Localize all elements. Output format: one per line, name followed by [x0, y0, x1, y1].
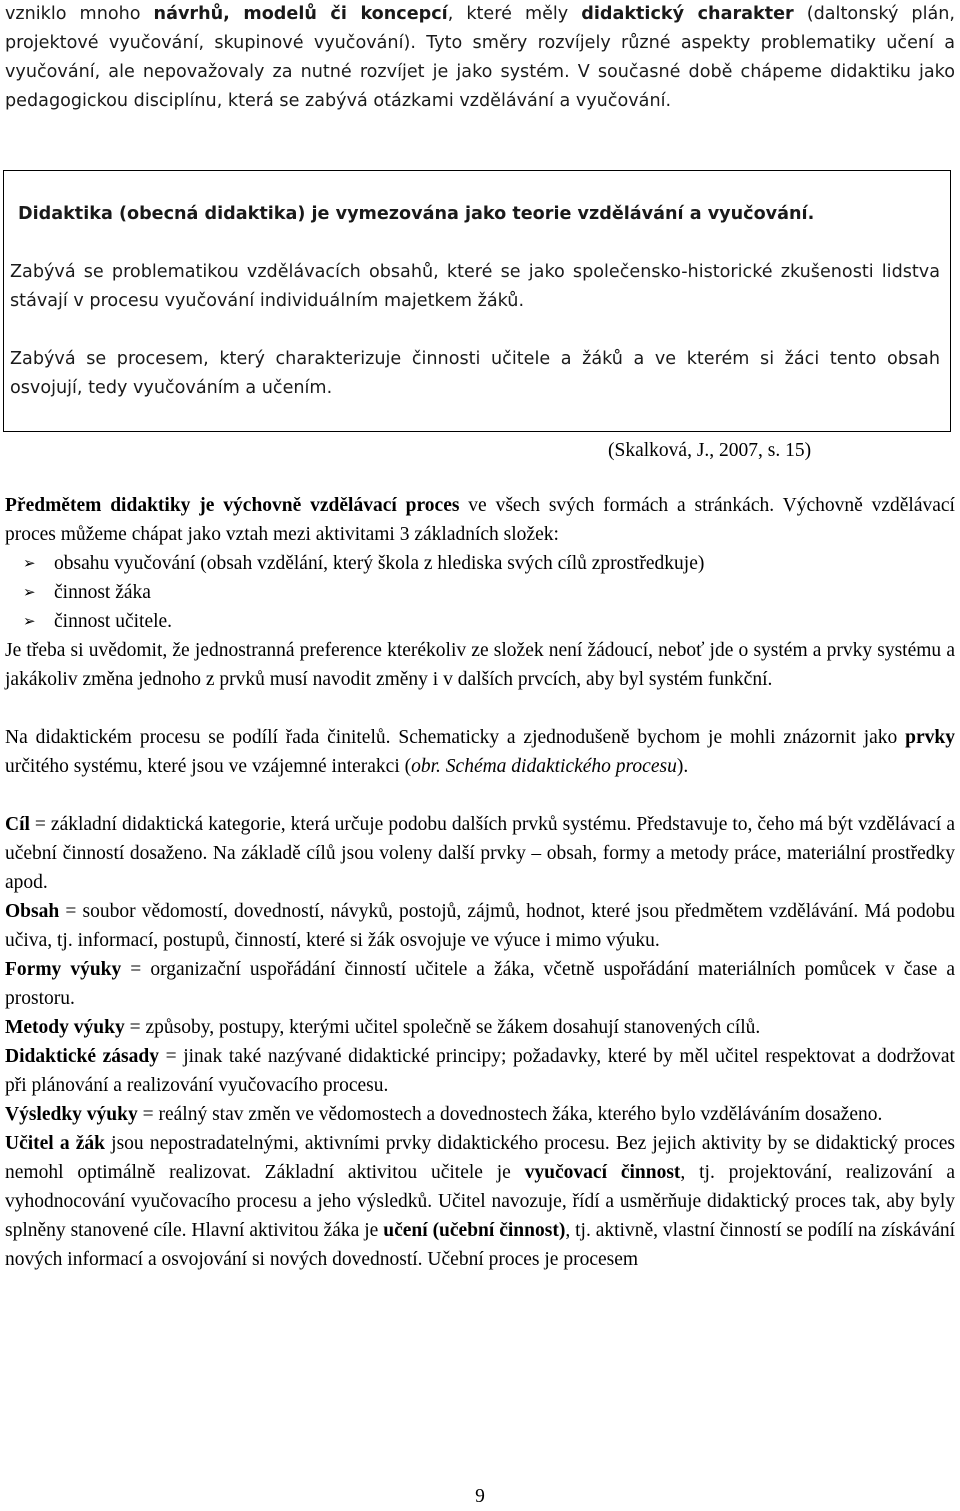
component-list [5, 549, 955, 636]
list-item-text: činnost učitele. [54, 611, 173, 632]
factors-text: Na didaktickém procesu se podílí řada činitelů. Schematicky a zjednodušeně bychom je mohli znázornit jako [5, 727, 906, 748]
intro-text: , které měly [447, 4, 582, 24]
teacher-student-text: , tj. aktivně, vlastní činností se podílí na získávání nových informací a osvojování si nových dovedností. Učební proces je procesem [5, 1220, 956, 1270]
intro-bold-text: návrhů, modelů či koncepcí [153, 4, 448, 24]
list-item [5, 578, 955, 607]
arrow-bullet-icon: ➢ [23, 554, 36, 572]
definition-formy [5, 955, 955, 1013]
intro-text: (daltonský plán, projektové vyučování, skupinové vyučování). Tyto směry rozvíjely různé aspekty problematiky učení a vyučování, ale nepovažovaly za nutné rozvíjet je jako systém. V současné době chápeme didaktiku jako pedagogickou disciplínu, která se zabývá otázkami vzdělávání a vyučování. [5, 4, 955, 111]
term: Didaktické zásady [5, 1046, 159, 1067]
main-content [5, 491, 955, 1274]
term-definition: = organizační uspořádání činností učitele a žáka, včetně uspořádání materiálních pomůcek v čase a prostoru. [5, 959, 956, 1009]
arrow-bullet-icon: ➢ [23, 583, 36, 601]
subject-bold-text: Předmětem didaktiky je výchovně vzdělávací proces [5, 495, 460, 516]
definition-heading: Didaktika (obecná didaktika) je vymezována jako teorie vzdělávání a vyučování. [18, 204, 815, 224]
definition-paragraph: Zabývá se problematikou vzdělávacích obsahů, které se jako společensko-historické zkušenosti lidstva stávají v procesu vyučování individuálním majetkem žáků. [10, 262, 940, 311]
definition-cil [5, 810, 955, 897]
term: Cíl [5, 814, 30, 835]
list-item-text: obsahu vyučování (obsah vzdělání, který škola z hlediska svých cílů zprostředkuje) [54, 553, 705, 574]
page-number: 9 [475, 1486, 485, 1507]
factors-text: ). [676, 756, 689, 777]
list-item [5, 607, 955, 636]
definition-paragraph: Zabývá se procesem, který charakterizuje činnosti učitele a žáků a ve kterém si žáci tento obsah osvojují, tedy vyučováním a učením. [10, 349, 940, 398]
term-definition: = základní didaktická kategorie, která určuje podobu dalších prvků systému. Představuje to, čeho má být vzdělávací a učební činností dosaženo. Na základě cílů jsou voleny další prvky – obsah, formy a metody práce, materiální prostředky apod. [5, 814, 955, 893]
factors-text: určitého systému, které jsou ve vzájemné interakci ( [5, 756, 412, 777]
intro-text: vzniklo mnoho [5, 4, 154, 24]
definition-obsah [5, 897, 955, 955]
term-definition: = soubor vědomostí, dovedností, návyků, postojů, zájmů, hodnot, které jsou předmětem vzdělávání. Má podobu učiva, tj. informací, postupů, činností, které si žák osvojuje ve výuce i mimo výuku. [5, 901, 955, 951]
teacher-student-bold: učení (učební činnost) [383, 1220, 566, 1241]
paragraph-gap [5, 781, 955, 810]
intro-bold-text: didaktický charakter [581, 4, 794, 24]
citation: (Skalková, J., 2007, s. 15) [608, 440, 812, 461]
teacher-student-paragraph [5, 1129, 955, 1274]
list-item-text: činnost žáka [54, 582, 151, 603]
arrow-bullet-icon: ➢ [23, 612, 36, 630]
term: Formy výuky [5, 959, 122, 980]
figure-reference: obr. Schéma didaktického procesu [411, 756, 677, 777]
intro-paragraph [5, 0, 955, 116]
teacher-student-text: jsou nepostradatelnými, aktivními prvky didaktického procesu. Bez jejich aktivity by se didaktický proces nemohl optimálně realizovat. Základní aktivitou učitele je [5, 1133, 955, 1183]
paragraph-gap [5, 694, 955, 723]
term-definition: = reálný stav změn ve vědomostech a dovednostech žáka, kterého bylo vzděláváním dosaženo. [137, 1104, 883, 1125]
system-paragraph: Je třeba si uvědomit, že jednostranná preference kterékoliv ze složek není žádoucí, neboť jde o systém a prvky systému a jakákoliv změna jednoho z prvků musí navodit změny i v dalších prvcích, aby byl systém funkční. [5, 640, 955, 690]
definition-zasady [5, 1042, 955, 1100]
teacher-student-bold: Učitel a žák [5, 1133, 106, 1154]
term-definition: = způsoby, postupy, kterými učitel společně se žákem dosahují stanovených cílů. [124, 1017, 761, 1038]
factors-paragraph [5, 723, 955, 781]
subject-text: ve všech svých formách a stránkách. Výchovně vzdělávací proces můžeme chápat jako vztah mezi aktivitami 3 základních složek: [5, 495, 955, 545]
factors-bold-text: prvky [905, 727, 955, 748]
teacher-student-bold: vyučovací činnost [524, 1162, 681, 1183]
definition-metody [5, 1013, 955, 1042]
teacher-student-text: , tj. projektování, realizování a vyhodnocování vyučovacího procesu a jeho výsledků. Učitel navozuje, řídí a usměrňuje didaktický proces tak, aby byly splněny stanovené cíle. Hlavní aktivitou žáka je [5, 1162, 956, 1241]
term: Výsledky výuky [5, 1104, 138, 1125]
list-item [5, 549, 955, 578]
term-definition: = jinak také nazývané didaktické principy; požadavky, které by měl učitel respektovat a dodržovat při plánování a realizování vyučovacího procesu. [5, 1046, 955, 1096]
term: Metody výuky [5, 1017, 125, 1038]
definition-vysledky [5, 1100, 955, 1129]
subject-paragraph [5, 491, 955, 549]
term: Obsah [5, 901, 60, 922]
